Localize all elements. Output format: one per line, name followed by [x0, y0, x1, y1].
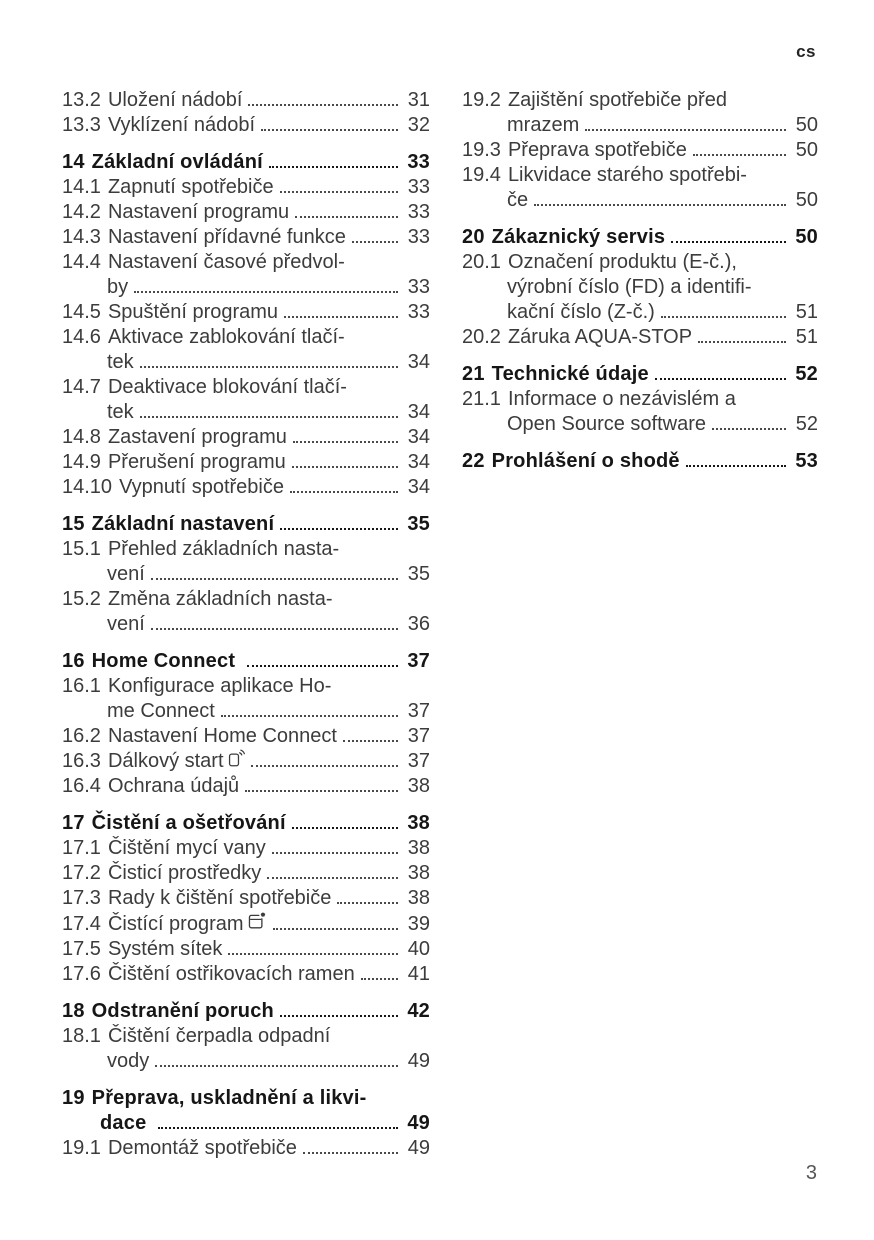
dot-leader	[661, 313, 786, 318]
entry-text: Záruka AQUA-STOP	[507, 326, 693, 348]
entry-line	[62, 836, 430, 861]
entry-line	[462, 113, 818, 138]
dot-leader	[293, 438, 398, 443]
toc-sub-entry	[62, 774, 430, 799]
entry-line	[462, 449, 818, 474]
entry-line	[462, 412, 818, 437]
entry-line	[62, 749, 430, 774]
entry-text: Zastavení programu	[107, 426, 287, 448]
entry-line	[462, 300, 818, 325]
dot-leader	[693, 151, 786, 156]
dot-leader	[292, 463, 398, 468]
entry-page: 32	[407, 114, 430, 136]
entry-line	[62, 250, 430, 275]
entry-number: 13.2	[62, 89, 101, 111]
dot-leader	[134, 288, 398, 293]
entry-text: Deaktivace blokování tlačí-	[107, 376, 347, 398]
entry-page: 37	[407, 750, 430, 772]
toc-sub-entry	[62, 250, 430, 300]
toc-sub-entry	[62, 475, 430, 500]
entry-line	[62, 999, 430, 1024]
entry-number: 15.1	[62, 538, 101, 560]
entry-number: 15.2	[62, 588, 101, 610]
entry-text: Nastavení přídavné funkce	[107, 226, 346, 248]
entry-number: 19.4	[462, 164, 501, 186]
entry-number: 14.6	[62, 326, 101, 348]
entry-line	[62, 175, 430, 200]
entry-number: 14.4	[62, 251, 101, 273]
entry-text: Open Source software	[507, 413, 706, 435]
entry-page: 36	[407, 613, 430, 635]
entry-page: 34	[407, 401, 430, 423]
dot-leader	[273, 925, 398, 930]
dot-leader	[272, 849, 398, 854]
dot-leader	[248, 101, 398, 106]
toc-sub-entry	[62, 911, 430, 937]
entry-text: Zákaznický servis	[491, 226, 666, 248]
toc-sub-entry	[62, 425, 430, 450]
toc-section-entry	[62, 999, 430, 1024]
dot-leader	[292, 824, 398, 829]
dot-leader	[352, 238, 398, 243]
entry-text: mrazem	[507, 114, 580, 136]
entry-text: Aktivace zablokování tlačí-	[107, 326, 345, 348]
entry-line	[62, 937, 430, 962]
entry-number: 14.9	[62, 451, 101, 473]
entry-text: Informace o nezávislém a	[507, 388, 736, 410]
entry-text: Systém sítek	[107, 938, 223, 960]
entry-page: 52	[795, 363, 818, 385]
entry-line	[62, 400, 430, 425]
dot-leader	[251, 762, 398, 767]
entry-text: kační číslo (Z-č.)	[507, 301, 655, 323]
entry-text: Přerušení programu	[107, 451, 286, 473]
entry-number: 14	[62, 151, 85, 173]
entry-text: Vypnutí spotřebiče	[119, 476, 284, 498]
entry-text: Dálkový start	[107, 750, 224, 772]
dot-leader	[585, 126, 786, 131]
entry-number: 22	[462, 450, 485, 472]
entry-line	[62, 375, 430, 400]
entry-page: 38	[407, 837, 430, 859]
entry-text: Spuštění programu	[107, 301, 279, 323]
entry-text: Základní ovládání	[91, 151, 263, 173]
entry-number: 20.2	[462, 326, 501, 348]
entry-page: 49	[407, 1112, 430, 1134]
entry-line	[462, 362, 818, 387]
toc-sub-entry	[62, 937, 430, 962]
entry-line	[62, 1024, 430, 1049]
entry-page: 34	[407, 351, 430, 373]
toc-sub-entry	[62, 88, 430, 113]
dot-leader	[284, 313, 398, 318]
entry-page: 37	[407, 725, 430, 747]
entry-text: dace	[100, 1112, 153, 1134]
dot-leader	[280, 525, 398, 530]
entry-number: 16.2	[62, 725, 101, 747]
dot-leader	[140, 363, 398, 368]
entry-line	[62, 724, 430, 749]
entry-text: Technické údaje	[491, 363, 649, 385]
toc-sub-entry	[462, 387, 818, 437]
toc-sub-entry	[462, 250, 818, 325]
entry-number: 13.3	[62, 114, 101, 136]
toc-sub-entry	[62, 1136, 430, 1161]
entry-text: Čištění čerpadla odpadní	[107, 1025, 331, 1047]
toc-sub-entry	[62, 1024, 430, 1074]
entry-page: 35	[407, 513, 430, 535]
entry-text: výrobní číslo (FD) a identifi-	[507, 276, 752, 298]
toc-section-entry	[462, 449, 818, 474]
entry-text: Změna základních nasta-	[107, 588, 333, 610]
entry-page: 38	[407, 775, 430, 797]
entry-number: 17.4	[62, 913, 101, 935]
entry-line	[62, 275, 430, 300]
toc-sub-entry	[62, 450, 430, 475]
entry-text: Prohlášení o shodě	[491, 450, 680, 472]
entry-line	[62, 113, 430, 138]
entry-line	[62, 774, 430, 799]
dot-leader	[290, 488, 398, 493]
entry-page: 40	[407, 938, 430, 960]
toc-section-entry	[62, 1086, 430, 1136]
entry-line	[62, 225, 430, 250]
entry-number: 17	[62, 812, 85, 834]
entry-text: Čisticí prostředky	[107, 862, 262, 884]
entry-page: 38	[407, 887, 430, 909]
entry-number: 18.1	[62, 1025, 101, 1047]
entry-line	[62, 200, 430, 225]
dot-leader	[337, 899, 398, 904]
dot-leader	[686, 462, 786, 467]
toc-sub-entry	[462, 88, 818, 138]
entry-line	[62, 350, 430, 375]
entry-page: 37	[407, 650, 430, 672]
entry-text: by	[107, 276, 129, 298]
toc-sub-entry	[62, 537, 430, 587]
entry-number: 14.5	[62, 301, 101, 323]
toc-sub-entry	[462, 163, 818, 213]
entry-number: 16.3	[62, 750, 101, 772]
entry-line	[62, 911, 430, 937]
entry-text: Nastavení Home Connect	[107, 725, 337, 747]
toc-sub-entry	[62, 375, 430, 425]
entry-page: 33	[407, 276, 430, 298]
toc-sub-entry	[62, 113, 430, 138]
dot-leader	[267, 874, 398, 879]
entry-page: 33	[407, 176, 430, 198]
entry-line	[462, 188, 818, 213]
page-number: 3	[805, 1162, 817, 1184]
toc-sub-entry	[62, 175, 430, 200]
entry-page: 50	[795, 139, 818, 161]
dot-leader	[151, 625, 398, 630]
entry-line	[62, 886, 430, 911]
entry-number: 19.3	[462, 139, 501, 161]
dot-leader	[343, 737, 398, 742]
toc-sub-entry	[62, 225, 430, 250]
toc-sub-entry	[62, 325, 430, 375]
entry-number: 14.8	[62, 426, 101, 448]
entry-number: 14.3	[62, 226, 101, 248]
entry-line	[62, 1136, 430, 1161]
entry-text: vody	[107, 1050, 150, 1072]
toc-section-entry	[462, 362, 818, 387]
dot-leader	[303, 1149, 398, 1154]
entry-text: Likvidace starého spotřebi-	[507, 164, 747, 186]
entry-line	[62, 450, 430, 475]
entry-page: 39	[407, 913, 430, 935]
dot-leader	[534, 201, 786, 206]
toc-section-entry	[62, 512, 430, 537]
toc-sub-entry	[62, 749, 430, 774]
toc-sub-entry	[62, 587, 430, 637]
entry-number: 17.5	[62, 938, 101, 960]
entry-page: 34	[407, 451, 430, 473]
entry-number: 16	[62, 650, 85, 672]
dot-leader	[245, 787, 398, 792]
entry-page: 35	[407, 563, 430, 585]
entry-text: Nastavení programu	[107, 201, 290, 223]
toc-section-entry	[62, 150, 430, 175]
entry-text: vení	[107, 613, 145, 635]
entry-page: 34	[407, 476, 430, 498]
entry-text: Základní nastavení	[91, 513, 275, 535]
dot-leader	[261, 126, 398, 131]
entry-text: tek	[107, 351, 134, 373]
entry-text: Nastavení časové předvol-	[107, 251, 345, 273]
entry-line	[62, 1049, 430, 1074]
toc-sub-entry	[62, 962, 430, 987]
entry-text: Odstranění poruch	[91, 1000, 274, 1022]
dot-leader	[140, 413, 398, 418]
entry-page: 49	[407, 1050, 430, 1072]
entry-number: 16.4	[62, 775, 101, 797]
entry-number: 14.2	[62, 201, 101, 223]
entry-page: 49	[407, 1137, 430, 1159]
entry-text: Čistění a ošetřování	[91, 812, 286, 834]
entry-number: 20.1	[462, 251, 501, 273]
entry-line	[62, 962, 430, 987]
entry-line	[62, 475, 430, 500]
entry-page: 51	[795, 301, 818, 323]
entry-number: 21.1	[462, 388, 501, 410]
entry-page: 38	[407, 862, 430, 884]
entry-line	[62, 1086, 430, 1111]
toc-section-entry	[62, 649, 430, 674]
entry-text: Čištění mycí vany	[107, 837, 266, 859]
entry-page: 33	[407, 151, 430, 173]
toc-sub-entry	[62, 674, 430, 724]
entry-number: 17.2	[62, 862, 101, 884]
entry-page: 34	[407, 426, 430, 448]
entry-number: 19.1	[62, 1137, 101, 1159]
entry-line	[462, 250, 818, 275]
entry-page: 42	[407, 1000, 430, 1022]
entry-line	[462, 225, 818, 250]
dot-leader	[247, 662, 398, 667]
entry-text: Uložení nádobí	[107, 89, 243, 111]
language-code: cs	[796, 42, 816, 61]
entry-line	[62, 674, 430, 699]
dot-leader	[221, 712, 398, 717]
entry-line	[62, 150, 430, 175]
entry-page: 41	[407, 963, 430, 985]
entry-number: 14.10	[62, 476, 113, 498]
entry-number: 18	[62, 1000, 85, 1022]
entry-text: Přehled základních nasta-	[107, 538, 340, 560]
entry-text: Čištění ostřikovacích ramen	[107, 963, 355, 985]
machine-care-icon	[248, 911, 267, 930]
entry-text: tek	[107, 401, 134, 423]
entry-line	[62, 612, 430, 637]
toc-sub-entry	[462, 325, 818, 350]
entry-text: Demontáž spotřebiče	[107, 1137, 297, 1159]
dot-leader	[280, 1012, 398, 1017]
toc-sub-entry	[62, 836, 430, 861]
entry-text: Označení produktu (E-č.),	[507, 251, 737, 273]
entry-line	[62, 300, 430, 325]
entry-text: če	[507, 189, 529, 211]
entry-line	[62, 562, 430, 587]
entry-page: 38	[407, 812, 430, 834]
toc-column-right	[462, 88, 818, 474]
entry-number: 14.1	[62, 176, 101, 198]
entry-line	[462, 88, 818, 113]
entry-line	[462, 387, 818, 412]
toc-section-entry	[462, 225, 818, 250]
entry-page: 50	[795, 226, 818, 248]
entry-line	[62, 587, 430, 612]
entry-line	[462, 325, 818, 350]
entry-text: Vyklízení nádobí	[107, 114, 256, 136]
toc-sub-entry	[62, 861, 430, 886]
entry-number: 15	[62, 513, 85, 535]
entry-line	[62, 699, 430, 724]
dot-leader	[698, 338, 786, 343]
dot-leader	[655, 375, 786, 380]
dot-leader	[361, 975, 398, 980]
dot-leader	[269, 163, 398, 168]
entry-line	[62, 325, 430, 350]
entry-number: 17.3	[62, 887, 101, 909]
entry-line	[62, 425, 430, 450]
entry-line	[462, 275, 818, 300]
entry-line	[62, 1111, 430, 1136]
entry-page: 37	[407, 700, 430, 722]
entry-number: 19.2	[462, 89, 501, 111]
entry-line	[462, 163, 818, 188]
toc-sub-entry	[62, 886, 430, 911]
entry-number: 20	[462, 226, 485, 248]
entry-page: 51	[795, 326, 818, 348]
entry-text: Přeprava spotřebiče	[507, 139, 687, 161]
entry-line	[62, 537, 430, 562]
dot-leader	[295, 213, 398, 218]
entry-text: Home Connect	[91, 650, 241, 672]
entry-text: Zapnutí spotřebiče	[107, 176, 274, 198]
dot-leader	[155, 1062, 398, 1067]
entry-page: 33	[407, 226, 430, 248]
entry-number: 17.1	[62, 837, 101, 859]
entry-text: Čistící program	[107, 913, 244, 935]
dot-leader	[151, 575, 398, 580]
entry-page: 50	[795, 189, 818, 211]
entry-page: 53	[795, 450, 818, 472]
entry-number: 19	[62, 1087, 85, 1109]
entry-line	[462, 138, 818, 163]
entry-line	[62, 88, 430, 113]
entry-page: 52	[795, 413, 818, 435]
dot-leader	[228, 950, 398, 955]
entry-line	[62, 649, 430, 674]
entry-text: Rady k čištění spotřebiče	[107, 887, 332, 909]
toc-sub-entry	[462, 138, 818, 163]
entry-text: vení	[107, 563, 145, 585]
entry-page: 50	[795, 114, 818, 136]
toc-sub-entry	[62, 724, 430, 749]
dot-leader	[158, 1124, 398, 1129]
remote-start-icon	[228, 749, 245, 767]
entry-text: Zajištění spotřebiče před	[507, 89, 727, 111]
entry-number: 21	[462, 363, 485, 385]
toc-column-left	[62, 88, 430, 1161]
entry-text: Ochrana údajů	[107, 775, 240, 797]
entry-number: 16.1	[62, 675, 101, 697]
entry-text: Konfigurace aplikace Ho-	[107, 675, 332, 697]
entry-text: Přeprava, uskladnění a likvi-	[91, 1087, 367, 1109]
dot-leader	[671, 238, 786, 243]
entry-line	[62, 861, 430, 886]
entry-line	[62, 512, 430, 537]
entry-page: 31	[407, 89, 430, 111]
entry-page: 33	[407, 201, 430, 223]
toc-section-entry	[62, 811, 430, 836]
entry-number: 17.6	[62, 963, 101, 985]
entry-line	[62, 811, 430, 836]
entry-page: 33	[407, 301, 430, 323]
dot-leader	[280, 188, 398, 193]
dot-leader	[712, 425, 786, 430]
entry-text: me Connect	[107, 700, 215, 722]
entry-number: 14.7	[62, 376, 101, 398]
toc-sub-entry	[62, 200, 430, 225]
toc-sub-entry	[62, 300, 430, 325]
